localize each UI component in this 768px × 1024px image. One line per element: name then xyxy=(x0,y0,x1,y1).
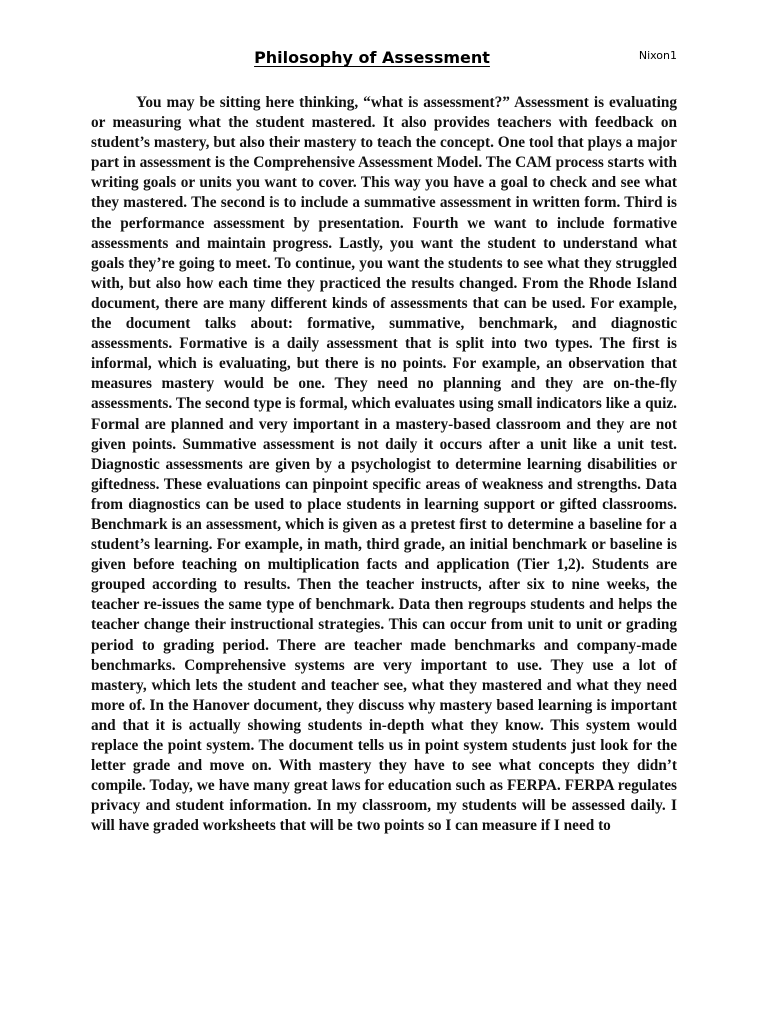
page-title: Philosophy of Assessment xyxy=(254,48,490,67)
page-number-label: Nixon1 xyxy=(638,49,677,62)
body-paragraph: You may be sitting here thinking, “what is assessment?” Assessment is evaluating or measuring what the student mastered. It also provides teachers with feedback on student’s mastery, but also their mastery to teach the concept. One tool that plays a major part in assessment is the Comprehensive Assessment Model. The CAM process starts with writing goals or units you want to cover. This way you have a goal to check and see what they mastered. The second is to include a summative assessment in written form. Third is the performance assessment by presentation. Fourth we want to include formative assessments and maintain progress. Lastly, you want the student to understand what goals they’re going to meet. To continue, you want the students to see what they struggled with, but also how each time they practiced the results changed. From the Rhode Island document, there are many different kinds of assessments that can be used. For example, the document talks about: formative, summative, benchmark, and diagnostic assessments. Formative is a daily assessment that is split into two types. The first is informal, which is evaluating, but there is no points. For example, an observation that measures mastery would be one. They need no planning and they are on-the-fly assessments. The second type is formal, which evaluates using small indicators like a quiz. Formal are planned and very important in a mastery-based classroom and they are not given points. Summative assessment is not daily it occurs after a unit like a unit test. Diagnostic assessments are given by a psychologist to determine learning disabilities or giftedness. These evaluations can pinpoint specific areas of weakness and strengths. Data from diagnostics can be used to place students in learning support or gifted classrooms. Benchmark is an assessment, which is given as a pretest first to determine a baseline for a student’s learning. For example, in math, third grade, an initial benchmark or baseline is given before teaching on multiplication facts and application (Tier 1,2). Students are grouped according to results. Then the teacher instructs, after six to nine weeks, the teacher re-issues the same type of benchmark. Data then regroups students and helps the teacher change their instructional strategies. This can occur from unit to unit or grading period to grading period. There are teacher made benchmarks and company-made benchmarks. Comprehensive systems are very important to use. They use a lot of mastery, which lets the student and teacher see, what they mastered and what they need more of. In the Hanover document, they discuss why mastery based learning is important and that it is actually showing students in-depth what they know. This system would replace the point system. The document tells us in point system students just look for the letter grade and move on. With mastery they have to see what concepts they didn’t compile. Today, we have many great laws for education such as FERPA. FERPA regulates privacy and student information. In my classroom, my students will be assessed daily. I will have graded worksheets that will be two points so I can measure if I need to xyxy=(91,94,677,835)
page-header xyxy=(0,46,768,76)
